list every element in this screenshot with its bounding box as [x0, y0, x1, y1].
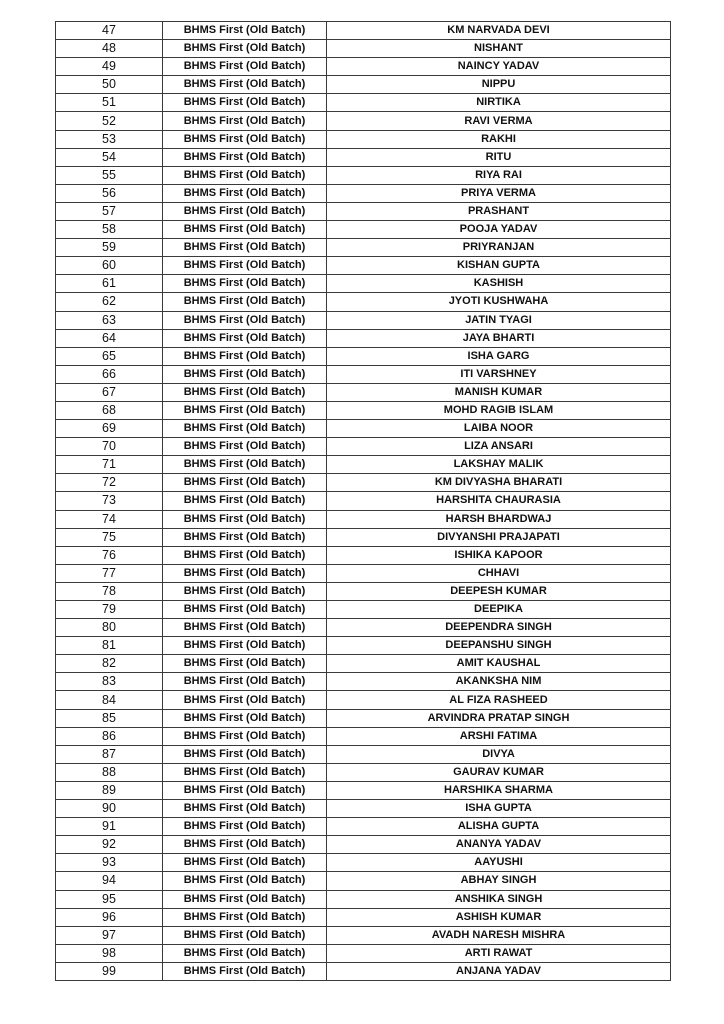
- table-row: [56, 800, 671, 818]
- table-row: [56, 872, 671, 890]
- course-cell: BHMS First (Old Batch): [163, 202, 327, 220]
- course-cell: BHMS First (Old Batch): [163, 818, 327, 836]
- table-body: [56, 22, 671, 981]
- course-cell: BHMS First (Old Batch): [163, 329, 327, 347]
- course-cell: BHMS First (Old Batch): [163, 800, 327, 818]
- student-name-cell: PRASHANT: [327, 202, 671, 220]
- student-name-cell: ISHA GUPTA: [327, 800, 671, 818]
- table-row: [56, 438, 671, 456]
- table-row: [56, 383, 671, 401]
- course-cell: BHMS First (Old Batch): [163, 40, 327, 58]
- course-cell: BHMS First (Old Batch): [163, 130, 327, 148]
- serial-number-cell: 99: [56, 962, 163, 980]
- table-row: [56, 691, 671, 709]
- serial-number-cell: 66: [56, 365, 163, 383]
- serial-number-cell: 51: [56, 94, 163, 112]
- table-row: [56, 166, 671, 184]
- serial-number-cell: 76: [56, 546, 163, 564]
- student-name-cell: LAIBA NOOR: [327, 420, 671, 438]
- table-row: [56, 401, 671, 419]
- student-name-cell: JATIN TYAGI: [327, 311, 671, 329]
- student-name-cell: AAYUSHI: [327, 854, 671, 872]
- table-row: [56, 763, 671, 781]
- course-cell: BHMS First (Old Batch): [163, 365, 327, 383]
- serial-number-cell: 64: [56, 329, 163, 347]
- serial-number-cell: 54: [56, 148, 163, 166]
- serial-number-cell: 96: [56, 908, 163, 926]
- course-cell: BHMS First (Old Batch): [163, 709, 327, 727]
- table-row: [56, 619, 671, 637]
- student-name-cell: DEEPESH KUMAR: [327, 582, 671, 600]
- serial-number-cell: 56: [56, 184, 163, 202]
- course-cell: BHMS First (Old Batch): [163, 655, 327, 673]
- serial-number-cell: 93: [56, 854, 163, 872]
- serial-number-cell: 73: [56, 492, 163, 510]
- student-name-cell: DEEPANSHU SINGH: [327, 637, 671, 655]
- table-row: [56, 745, 671, 763]
- student-name-cell: NIRTIKA: [327, 94, 671, 112]
- table-row: [56, 76, 671, 94]
- serial-number-cell: 52: [56, 112, 163, 130]
- student-name-cell: ISHA GARG: [327, 347, 671, 365]
- table-row: [56, 365, 671, 383]
- serial-number-cell: 59: [56, 239, 163, 257]
- serial-number-cell: 50: [56, 76, 163, 94]
- student-name-cell: MOHD RAGIB ISLAM: [327, 401, 671, 419]
- serial-number-cell: 57: [56, 202, 163, 220]
- course-cell: BHMS First (Old Batch): [163, 781, 327, 799]
- course-cell: BHMS First (Old Batch): [163, 184, 327, 202]
- student-name-cell: JYOTI KUSHWAHA: [327, 293, 671, 311]
- table-row: [56, 474, 671, 492]
- course-cell: BHMS First (Old Batch): [163, 438, 327, 456]
- course-cell: BHMS First (Old Batch): [163, 637, 327, 655]
- course-cell: BHMS First (Old Batch): [163, 962, 327, 980]
- table-row: [56, 347, 671, 365]
- serial-number-cell: 74: [56, 510, 163, 528]
- student-name-cell: MANISH KUMAR: [327, 383, 671, 401]
- course-cell: BHMS First (Old Batch): [163, 22, 327, 40]
- serial-number-cell: 84: [56, 691, 163, 709]
- serial-number-cell: 92: [56, 836, 163, 854]
- table-row: [56, 944, 671, 962]
- serial-number-cell: 48: [56, 40, 163, 58]
- course-cell: BHMS First (Old Batch): [163, 401, 327, 419]
- student-name-cell: AL FIZA RASHEED: [327, 691, 671, 709]
- student-name-cell: AKANKSHA NIM: [327, 673, 671, 691]
- student-name-cell: ALISHA GUPTA: [327, 818, 671, 836]
- course-cell: BHMS First (Old Batch): [163, 148, 327, 166]
- course-cell: BHMS First (Old Batch): [163, 221, 327, 239]
- course-cell: BHMS First (Old Batch): [163, 94, 327, 112]
- student-name-cell: NIPPU: [327, 76, 671, 94]
- serial-number-cell: 70: [56, 438, 163, 456]
- table-row: [56, 112, 671, 130]
- table-row: [56, 40, 671, 58]
- table-row: [56, 601, 671, 619]
- serial-number-cell: 98: [56, 944, 163, 962]
- serial-number-cell: 78: [56, 582, 163, 600]
- course-cell: BHMS First (Old Batch): [163, 727, 327, 745]
- serial-number-cell: 55: [56, 166, 163, 184]
- student-name-cell: AMIT KAUSHAL: [327, 655, 671, 673]
- table-row: [56, 184, 671, 202]
- student-name-cell: CHHAVI: [327, 564, 671, 582]
- student-name-cell: KM DIVYASHA BHARATI: [327, 474, 671, 492]
- student-name-cell: RAVI VERMA: [327, 112, 671, 130]
- table-row: [56, 329, 671, 347]
- course-cell: BHMS First (Old Batch): [163, 601, 327, 619]
- course-cell: BHMS First (Old Batch): [163, 311, 327, 329]
- course-cell: BHMS First (Old Batch): [163, 257, 327, 275]
- course-cell: BHMS First (Old Batch): [163, 456, 327, 474]
- student-name-cell: RAKHI: [327, 130, 671, 148]
- table-row: [56, 962, 671, 980]
- serial-number-cell: 95: [56, 890, 163, 908]
- course-cell: BHMS First (Old Batch): [163, 763, 327, 781]
- student-name-cell: NAINCY YADAV: [327, 58, 671, 76]
- course-cell: BHMS First (Old Batch): [163, 112, 327, 130]
- student-name-cell: ARTI RAWAT: [327, 944, 671, 962]
- serial-number-cell: 82: [56, 655, 163, 673]
- student-name-cell: JAYA BHARTI: [327, 329, 671, 347]
- student-name-cell: LIZA ANSARI: [327, 438, 671, 456]
- student-name-cell: ITI VARSHNEY: [327, 365, 671, 383]
- serial-number-cell: 81: [56, 637, 163, 655]
- student-name-cell: HARSH BHARDWAJ: [327, 510, 671, 528]
- table-row: [56, 94, 671, 112]
- serial-number-cell: 71: [56, 456, 163, 474]
- serial-number-cell: 88: [56, 763, 163, 781]
- course-cell: BHMS First (Old Batch): [163, 582, 327, 600]
- serial-number-cell: 67: [56, 383, 163, 401]
- student-name-cell: ARVINDRA PRATAP SINGH: [327, 709, 671, 727]
- table-row: [56, 673, 671, 691]
- table-row: [56, 655, 671, 673]
- student-name-cell: ASHISH KUMAR: [327, 908, 671, 926]
- table-row: [56, 637, 671, 655]
- serial-number-cell: 69: [56, 420, 163, 438]
- table-row: [56, 58, 671, 76]
- table-row: [56, 221, 671, 239]
- student-name-cell: DIVYA: [327, 745, 671, 763]
- table-row: [56, 890, 671, 908]
- student-name-cell: HARSHITA CHAURASIA: [327, 492, 671, 510]
- table-row: [56, 781, 671, 799]
- course-cell: BHMS First (Old Batch): [163, 420, 327, 438]
- student-name-cell: RIYA RAI: [327, 166, 671, 184]
- serial-number-cell: 65: [56, 347, 163, 365]
- serial-number-cell: 89: [56, 781, 163, 799]
- serial-number-cell: 72: [56, 474, 163, 492]
- serial-number-cell: 61: [56, 275, 163, 293]
- table-row: [56, 836, 671, 854]
- serial-number-cell: 68: [56, 401, 163, 419]
- serial-number-cell: 83: [56, 673, 163, 691]
- serial-number-cell: 86: [56, 727, 163, 745]
- table-row: [56, 420, 671, 438]
- table-row: [56, 492, 671, 510]
- course-cell: BHMS First (Old Batch): [163, 908, 327, 926]
- table-row: [56, 709, 671, 727]
- serial-number-cell: 60: [56, 257, 163, 275]
- table-row: [56, 275, 671, 293]
- student-name-cell: KISHAN GUPTA: [327, 257, 671, 275]
- table-row: [56, 22, 671, 40]
- course-cell: BHMS First (Old Batch): [163, 619, 327, 637]
- course-cell: BHMS First (Old Batch): [163, 492, 327, 510]
- serial-number-cell: 53: [56, 130, 163, 148]
- course-cell: BHMS First (Old Batch): [163, 836, 327, 854]
- student-name-cell: AVADH NARESH MISHRA: [327, 926, 671, 944]
- table-row: [56, 926, 671, 944]
- course-cell: BHMS First (Old Batch): [163, 854, 327, 872]
- serial-number-cell: 47: [56, 22, 163, 40]
- table-row: [56, 148, 671, 166]
- student-name-cell: ANSHIKA SINGH: [327, 890, 671, 908]
- course-cell: BHMS First (Old Batch): [163, 58, 327, 76]
- student-name-cell: POOJA YADAV: [327, 221, 671, 239]
- course-cell: BHMS First (Old Batch): [163, 546, 327, 564]
- table-row: [56, 239, 671, 257]
- course-cell: BHMS First (Old Batch): [163, 76, 327, 94]
- student-name-cell: LAKSHAY MALIK: [327, 456, 671, 474]
- table-row: [56, 311, 671, 329]
- student-name-cell: NISHANT: [327, 40, 671, 58]
- table-row: [56, 528, 671, 546]
- table-row: [56, 257, 671, 275]
- course-cell: BHMS First (Old Batch): [163, 926, 327, 944]
- student-name-cell: KASHISH: [327, 275, 671, 293]
- serial-number-cell: 90: [56, 800, 163, 818]
- table-row: [56, 510, 671, 528]
- serial-number-cell: 49: [56, 58, 163, 76]
- student-name-cell: ANANYA YADAV: [327, 836, 671, 854]
- course-cell: BHMS First (Old Batch): [163, 745, 327, 763]
- course-cell: BHMS First (Old Batch): [163, 239, 327, 257]
- student-name-cell: ABHAY SINGH: [327, 872, 671, 890]
- student-name-cell: PRIYRANJAN: [327, 239, 671, 257]
- course-cell: BHMS First (Old Batch): [163, 564, 327, 582]
- student-name-cell: DIVYANSHI PRAJAPATI: [327, 528, 671, 546]
- student-name-cell: RITU: [327, 148, 671, 166]
- student-list-table: [55, 21, 671, 981]
- table-row: [56, 202, 671, 220]
- serial-number-cell: 75: [56, 528, 163, 546]
- serial-number-cell: 91: [56, 818, 163, 836]
- serial-number-cell: 63: [56, 311, 163, 329]
- course-cell: BHMS First (Old Batch): [163, 275, 327, 293]
- serial-number-cell: 58: [56, 221, 163, 239]
- serial-number-cell: 77: [56, 564, 163, 582]
- course-cell: BHMS First (Old Batch): [163, 166, 327, 184]
- table-row: [56, 456, 671, 474]
- serial-number-cell: 87: [56, 745, 163, 763]
- course-cell: BHMS First (Old Batch): [163, 383, 327, 401]
- serial-number-cell: 97: [56, 926, 163, 944]
- serial-number-cell: 80: [56, 619, 163, 637]
- table-row: [56, 908, 671, 926]
- serial-number-cell: 79: [56, 601, 163, 619]
- serial-number-cell: 85: [56, 709, 163, 727]
- course-cell: BHMS First (Old Batch): [163, 347, 327, 365]
- serial-number-cell: 62: [56, 293, 163, 311]
- student-name-cell: PRIYA VERMA: [327, 184, 671, 202]
- student-name-cell: DEEPENDRA SINGH: [327, 619, 671, 637]
- course-cell: BHMS First (Old Batch): [163, 673, 327, 691]
- student-name-cell: ARSHI FATIMA: [327, 727, 671, 745]
- course-cell: BHMS First (Old Batch): [163, 293, 327, 311]
- student-name-cell: DEEPIKA: [327, 601, 671, 619]
- table-row: [56, 854, 671, 872]
- student-name-cell: ISHIKA KAPOOR: [327, 546, 671, 564]
- table-row: [56, 293, 671, 311]
- table-row: [56, 564, 671, 582]
- student-name-cell: HARSHIKA SHARMA: [327, 781, 671, 799]
- student-name-cell: KM NARVADA DEVI: [327, 22, 671, 40]
- student-name-cell: ANJANA YADAV: [327, 962, 671, 980]
- table-row: [56, 546, 671, 564]
- table-row: [56, 130, 671, 148]
- table-row: [56, 818, 671, 836]
- course-cell: BHMS First (Old Batch): [163, 528, 327, 546]
- course-cell: BHMS First (Old Batch): [163, 474, 327, 492]
- course-cell: BHMS First (Old Batch): [163, 890, 327, 908]
- student-name-cell: GAURAV KUMAR: [327, 763, 671, 781]
- course-cell: BHMS First (Old Batch): [163, 510, 327, 528]
- serial-number-cell: 94: [56, 872, 163, 890]
- table-row: [56, 582, 671, 600]
- course-cell: BHMS First (Old Batch): [163, 691, 327, 709]
- course-cell: BHMS First (Old Batch): [163, 872, 327, 890]
- course-cell: BHMS First (Old Batch): [163, 944, 327, 962]
- table-row: [56, 727, 671, 745]
